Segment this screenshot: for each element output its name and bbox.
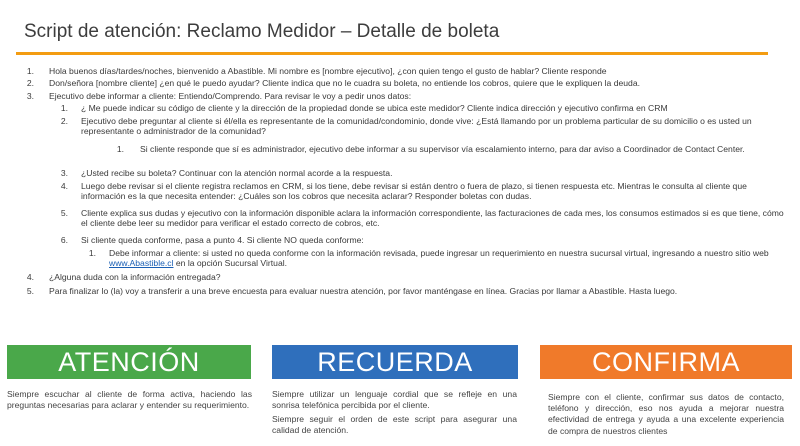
item-text-after-link: en la opción Sucursal Virtual.	[173, 258, 288, 269]
item-number: 1.	[116, 144, 124, 154]
item-text: Luego debe revisar si el cliente registra reclamos en CRM, si los tiene, debe revisar si están dentro o fuera de plazo, si tienen respuesta etc. Mientras le consulta al cliente que información es la que necesita entender: ¿Cuáles son los cobros que necesita aclarar? Responder boletas con dudas.	[81, 181, 747, 202]
confirma-text: Siempre con el cliente, confirmar sus datos de contacto, teléfono y dirección, eso nos ayuda a mejorar nuestra efectividad de entrega y ayuda a una excelente experiencia de compra de nuestros clientes	[548, 392, 784, 436]
item-number: 3.	[26, 91, 34, 101]
abastible-website-link[interactable]: www.Abastible.cl	[109, 258, 174, 269]
page-title: Script de atención: Reclamo Medidor – Detalle de boleta	[24, 21, 500, 42]
atencion-text: Siempre escuchar al cliente de forma activa, haciendo las preguntas necesarias para aclarar y entender su requerimiento.	[7, 389, 252, 411]
item-text: Don/señora [nombre cliente] ¿en qué le puedo ayudar? Cliente indica que no le cuadra su boleta, no entiende los cobros, quiere que le expliquen la deuda.	[49, 78, 640, 88]
item-number: 5.	[26, 286, 34, 296]
item-text: ¿Usted recibe su boleta? Continuar con la atención normal acorde a la respuesta.	[81, 168, 393, 178]
item-number: 4.	[26, 272, 34, 282]
item-text: Si cliente queda conforme, pasa a punto 4. Si cliente NO queda conforme:	[81, 235, 364, 245]
recuerda-text-1: Siempre utilizar un lenguaje cordial que se refleje en una sonrisa telefónica percibida por el cliente.	[272, 389, 517, 411]
item-text-with-link	[109, 248, 793, 269]
item-number: 1.	[88, 248, 96, 258]
confirma-header: CONFIRMA	[540, 345, 792, 379]
item-text: Hola buenos días/tardes/noches, bienvenido a Abastible. Mi nombre es [nombre ejecutivo], ¿con quien tengo el gusto de hablar? Cliente responde	[49, 66, 607, 76]
recuerda-text-2: Siempre seguir el orden de este script para asegurar una calidad de atención.	[272, 414, 517, 436]
item-text: Para finalizar lo (la) voy a transferir a una breve encuesta para evaluar nuestra atención, por favor manténgase en línea. Gracias por llamar a Abastible. Hasta luego.	[49, 286, 678, 296]
item-text: Ejecutivo debe preguntar al cliente si él/ella es representante de la comunidad/condominio, donde vive: ¿Está llamando por un problema particular de su domicilio o es usted un representante o administrador de la comunidad?	[81, 116, 752, 137]
item-number: 1.	[26, 66, 34, 76]
item-number: 4.	[60, 181, 68, 191]
item-text: Debe informar a cliente: si usted no queda conforme con la información revisada, puede ingresar un requerimiento en nuestra sucursal virtual, ingresando a nuestro sitio web	[109, 248, 769, 258]
item-text: Cliente explica sus dudas y ejecutivo con la información disponible aclara la información correspondiente, las facturaciones de cada mes, los consumos estimados si es que tiene, cómo el cliente debe leer su medidor para verificar el estado correcto de cobros, etc.	[81, 208, 784, 229]
item-number: 5.	[60, 208, 68, 218]
item-text: Si cliente responde que sí es administrador, ejecutivo debe informar a su supervisor vía escalamiento interno, para dar aviso a Coordinador de Contact Center.	[140, 144, 745, 154]
item-text: ¿Alguna duda con la información entregada?	[49, 272, 221, 282]
item-number: 1.	[60, 103, 68, 113]
item-text: Ejecutivo debe informar a cliente: Entiendo/Comprendo. Para revisar le voy a pedir unos datos:	[49, 91, 412, 101]
item-number: 2.	[26, 78, 34, 88]
item-text: ¿ Me puede indicar su código de cliente y la dirección de la propiedad donde se ubica este medidor? Cliente indica dirección y ejecutivo confirma en CRM	[81, 103, 668, 113]
item-number: 3.	[60, 168, 68, 178]
item-number: 2.	[60, 116, 68, 126]
recuerda-header: RECUERDA	[272, 345, 518, 379]
title-underline	[16, 52, 768, 55]
item-number: 6.	[60, 235, 68, 245]
atencion-header: ATENCIÓN	[7, 345, 251, 379]
